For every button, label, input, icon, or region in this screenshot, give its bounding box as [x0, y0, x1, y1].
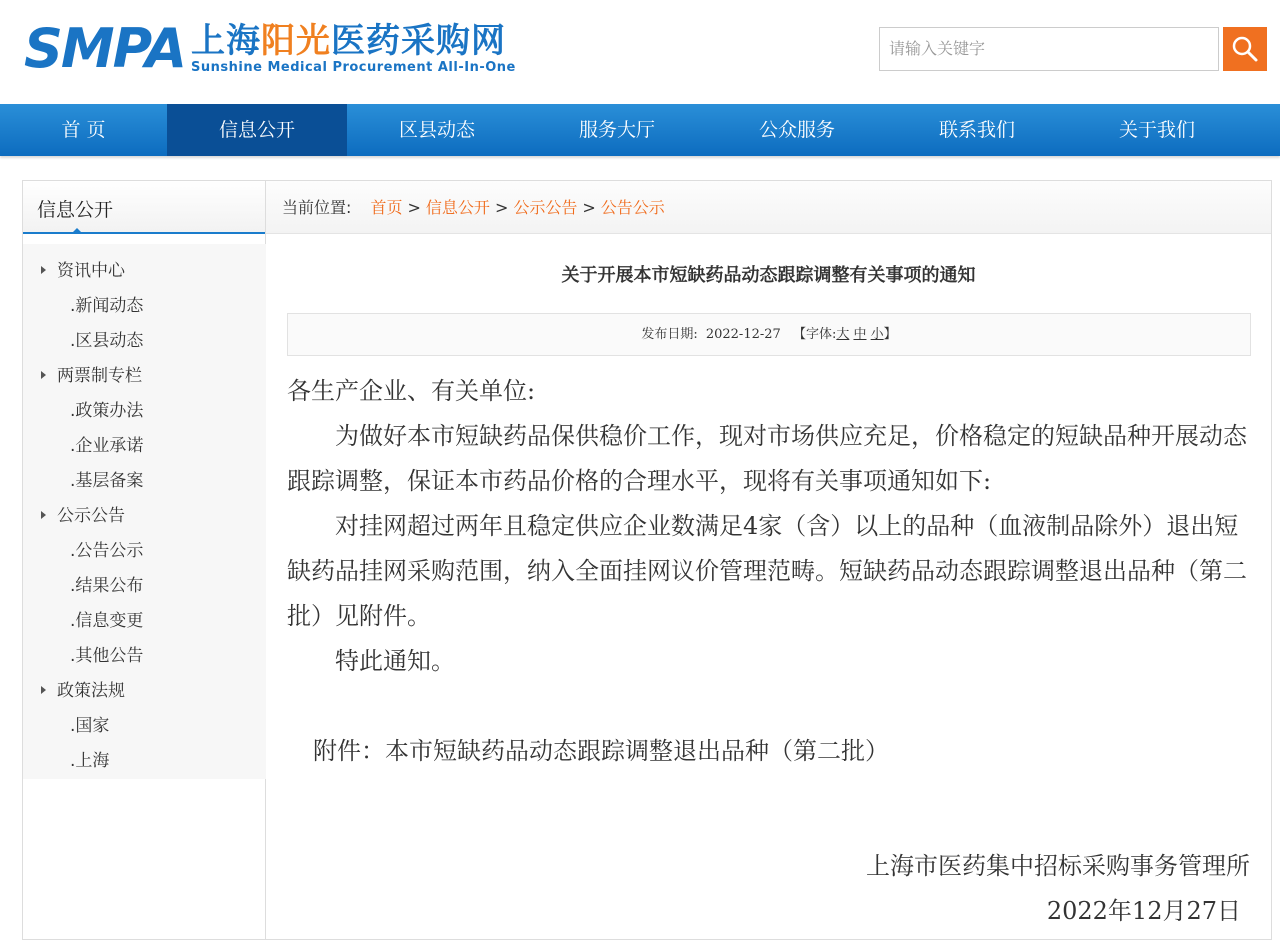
nav-info-public[interactable]: 信息公开 — [167, 104, 347, 156]
sidebar-item-news[interactable]: .新闻动态 — [70, 296, 144, 316]
sidebar-category-news-center[interactable] — [41, 254, 125, 289]
publish-date-label: 发布日期: — [641, 327, 698, 342]
main-nav — [0, 104, 1280, 156]
search-button[interactable] — [1223, 27, 1267, 71]
breadcrumb — [266, 181, 1271, 234]
font-size-close: 】 — [883, 327, 897, 342]
sidebar-item-filing[interactable]: .基层备案 — [70, 471, 144, 491]
breadcrumb-separator: > — [582, 198, 596, 217]
site-header — [0, 0, 1280, 104]
breadcrumb-separator: > — [494, 198, 509, 217]
breadcrumb-home[interactable]: 首页 — [370, 198, 403, 217]
font-medium-link[interactable]: 中 — [853, 327, 867, 342]
sign-date: 2022年12月27日 — [1046, 897, 1241, 925]
font-small-link[interactable]: 小 — [870, 327, 884, 342]
sidebar-item-shanghai[interactable]: .上海 — [70, 751, 110, 771]
sidebar-category-two-invoice[interactable] — [41, 359, 142, 394]
issuing-organization: 上海市医药集中招标采购事务管理所 — [866, 852, 1250, 880]
article-meta — [287, 313, 1251, 356]
breadcrumb-separator: > — [407, 198, 421, 217]
sidebar-item-results[interactable]: .结果公布 — [70, 576, 144, 596]
site-logo[interactable] — [24, 17, 516, 80]
article-paragraph-1: 为做好本市短缺药品保供稳价工作，现对市场供应充足，价格稳定的短缺品种开展动态跟踪调整，保证本市药品价格的合理水平，现将有关事项通知如下: — [287, 422, 1247, 495]
triangle-right-icon — [41, 266, 46, 274]
sidebar-item-notice[interactable]: .公告公示 — [70, 541, 144, 561]
caret-up-icon — [71, 228, 83, 234]
sidebar-item-label: 政策法规 — [57, 681, 125, 701]
font-size-label: 【字体: — [792, 327, 837, 342]
attachment-link[interactable]: 附件：本市短缺药品动态跟踪调整退出品种（第二批） — [313, 737, 889, 765]
sidebar-item-national[interactable]: .国家 — [70, 716, 110, 736]
sidebar-menu — [23, 244, 266, 779]
breadcrumb-notice[interactable]: 公告公示 — [600, 198, 665, 217]
sidebar-item-district[interactable]: .区县动态 — [70, 331, 144, 351]
article-paragraph-2: 对挂网超过两年且稳定供应企业数满足4家（含）以上的品种（血液制品除外）退出短缺药品挂网采购范围，纳入全面挂网议价管理范畴。短缺药品动态跟踪调整退出品种（第二批）见附件。 — [287, 512, 1247, 630]
logo-tagline: Sunshine Medical Procurement All-In-One — [191, 60, 516, 75]
article-salutation: 各生产企业、有关单位: — [287, 377, 536, 405]
sidebar-category-announcements[interactable] — [41, 499, 125, 534]
sidebar-title: 信息公开 — [37, 199, 114, 221]
nav-home[interactable]: 首 页 — [61, 119, 106, 141]
triangle-right-icon — [41, 371, 46, 379]
font-large-link[interactable]: 大 — [836, 327, 850, 342]
magnifier-icon — [1230, 34, 1260, 64]
breadcrumb-announcements[interactable]: 公示公告 — [513, 198, 578, 217]
sidebar — [22, 180, 266, 940]
breadcrumb-prefix: 当前位置: — [282, 198, 352, 217]
article-title: 关于开展本市短缺药品动态跟踪调整有关事项的通知 — [561, 265, 976, 286]
sidebar-item-label: 公示公告 — [57, 506, 125, 526]
triangle-right-icon — [41, 511, 46, 519]
logo-cn-part2: 阳光 — [261, 21, 332, 61]
nav-district-news[interactable]: 区县动态 — [398, 119, 475, 141]
main-content — [266, 180, 1272, 940]
search-input[interactable]: 请输入关键字 — [879, 27, 1219, 71]
nav-about-us[interactable]: 关于我们 — [1118, 119, 1195, 141]
nav-public-service[interactable]: 公众服务 — [758, 119, 835, 141]
logo-cn-part3: 医药 — [331, 21, 402, 61]
sidebar-item-label: 资讯中心 — [57, 261, 125, 281]
sidebar-item-other[interactable]: .其他公告 — [70, 646, 144, 666]
breadcrumb-info-public[interactable]: 信息公开 — [425, 198, 490, 217]
logo-cn-part1: 上海 — [191, 21, 262, 61]
logo-cn-part4: 采购网 — [401, 21, 507, 61]
nav-contact-us[interactable]: 联系我们 — [938, 119, 1015, 141]
logo-smpa-text: SMPA — [24, 17, 186, 80]
sidebar-item-label: 两票制专栏 — [57, 366, 142, 386]
sidebar-header — [23, 181, 265, 234]
sidebar-category-regulations[interactable] — [41, 674, 125, 709]
sidebar-item-changes[interactable]: .信息变更 — [70, 611, 144, 631]
publish-date: 2022-12-27 — [705, 327, 781, 342]
article-paragraph-3: 特此通知。 — [335, 647, 455, 675]
triangle-right-icon — [41, 686, 46, 694]
sidebar-item-commitment[interactable]: .企业承诺 — [70, 436, 144, 456]
logo-text-block — [191, 22, 516, 75]
sidebar-item-policy[interactable]: .政策办法 — [70, 401, 144, 421]
logo-chinese-name — [191, 22, 516, 60]
nav-service-hall[interactable]: 服务大厅 — [578, 119, 655, 141]
